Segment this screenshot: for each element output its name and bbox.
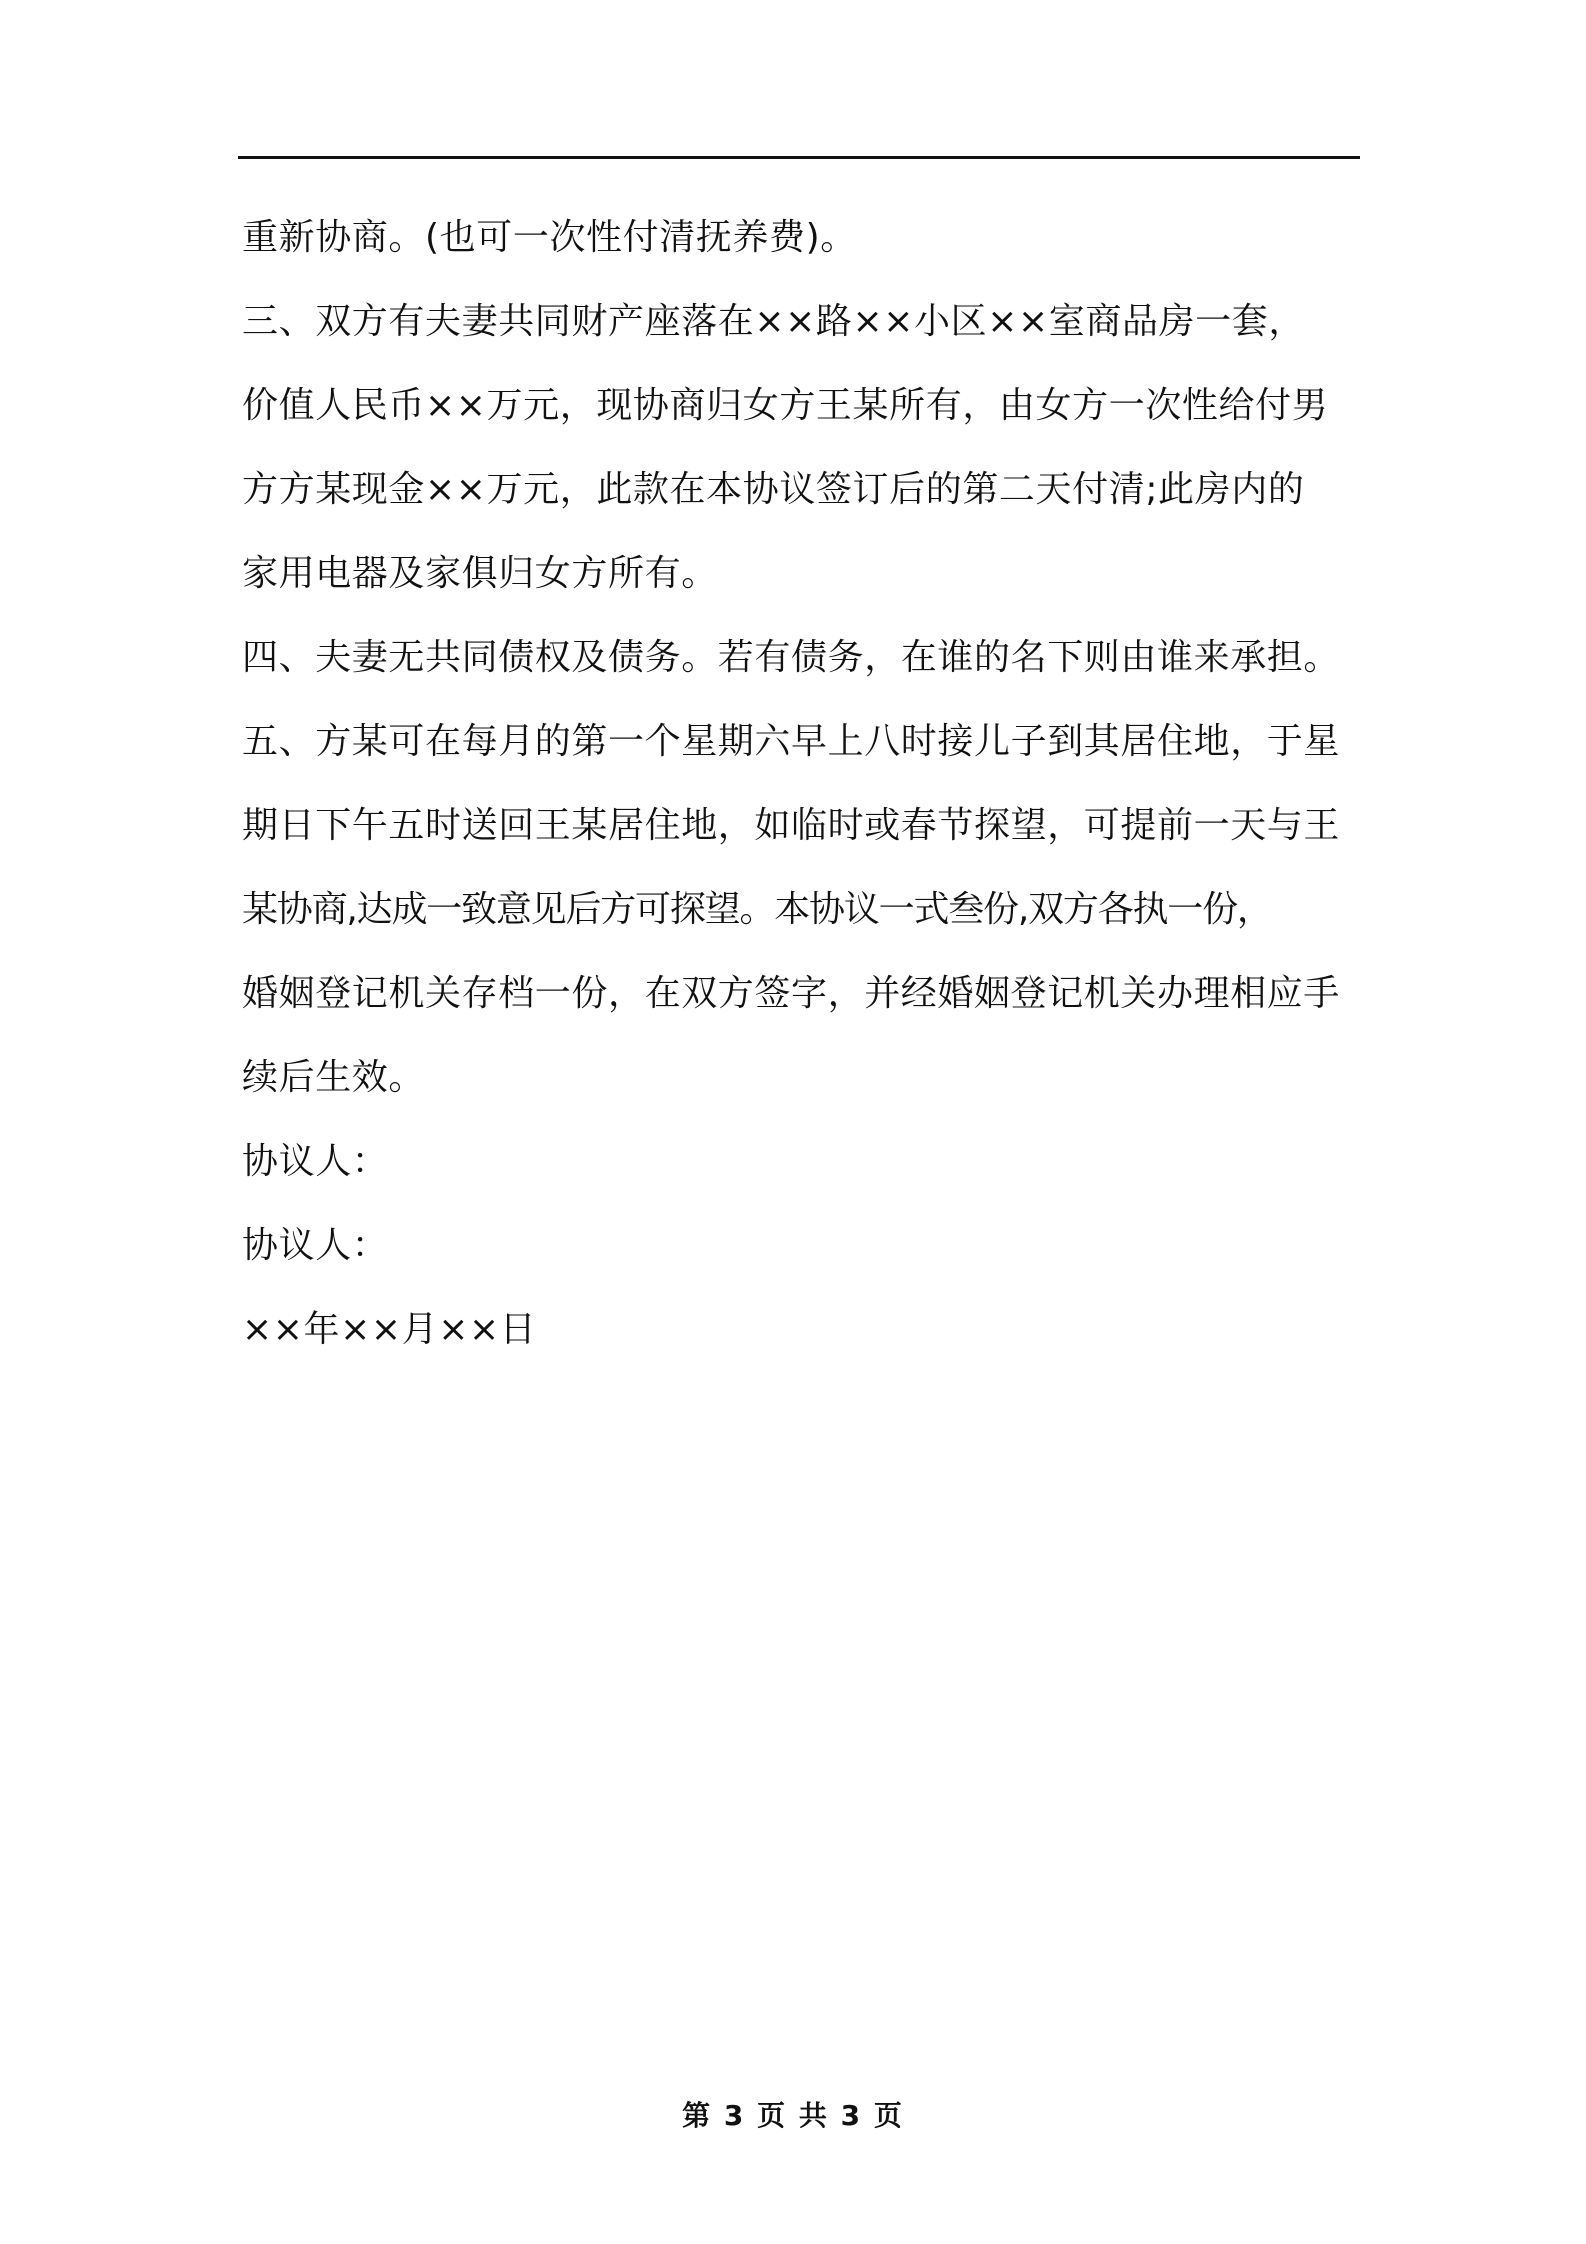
document-body (242, 196, 1360, 1372)
signatory-label: 协议人： (242, 1225, 389, 1266)
text-line: 家用电器及家俱归女方所有。 (242, 553, 718, 594)
header-rule (238, 156, 1360, 159)
page-number-footer: 第 3 页 共 3 页 (682, 2099, 904, 2132)
text-line: 重新协商。(也可一次性付清抚养费)。 (242, 217, 857, 258)
text-line: 三、双方有夫妻共同财产座落在××路××小区××室商品房一套， (242, 301, 1305, 342)
signatory-label: 协议人： (242, 1141, 389, 1182)
text-line: 方方某现金××万元，此款在本协议签订后的第二天付清;此房内的 (242, 469, 1305, 510)
text-line: 续后生效。 (242, 1057, 426, 1098)
text-line: 价值人民币××万元，现协商归女方王某所有，由女方一次性给付男 (242, 385, 1329, 426)
text-line: 某协商,达成一致意见后方可探望。本协议一式叁份,双方各执一份， (242, 889, 1272, 930)
date-line: ××年××月××日 (242, 1309, 537, 1350)
text-line: 婚姻登记机关存档一份，在双方签字，并经婚姻登记机关办理相应手 (242, 973, 1341, 1014)
text-line: 四、夫妻无共同债权及债务。若有债务，在谁的名下则由谁来承担。 (242, 637, 1341, 678)
text-line: 期日下午五时送回王某居住地，如临时或春节探望，可提前一天与王 (242, 805, 1341, 846)
text-line: 五、方某可在每月的第一个星期六早上八时接儿子到其居住地，于星 (242, 721, 1341, 762)
